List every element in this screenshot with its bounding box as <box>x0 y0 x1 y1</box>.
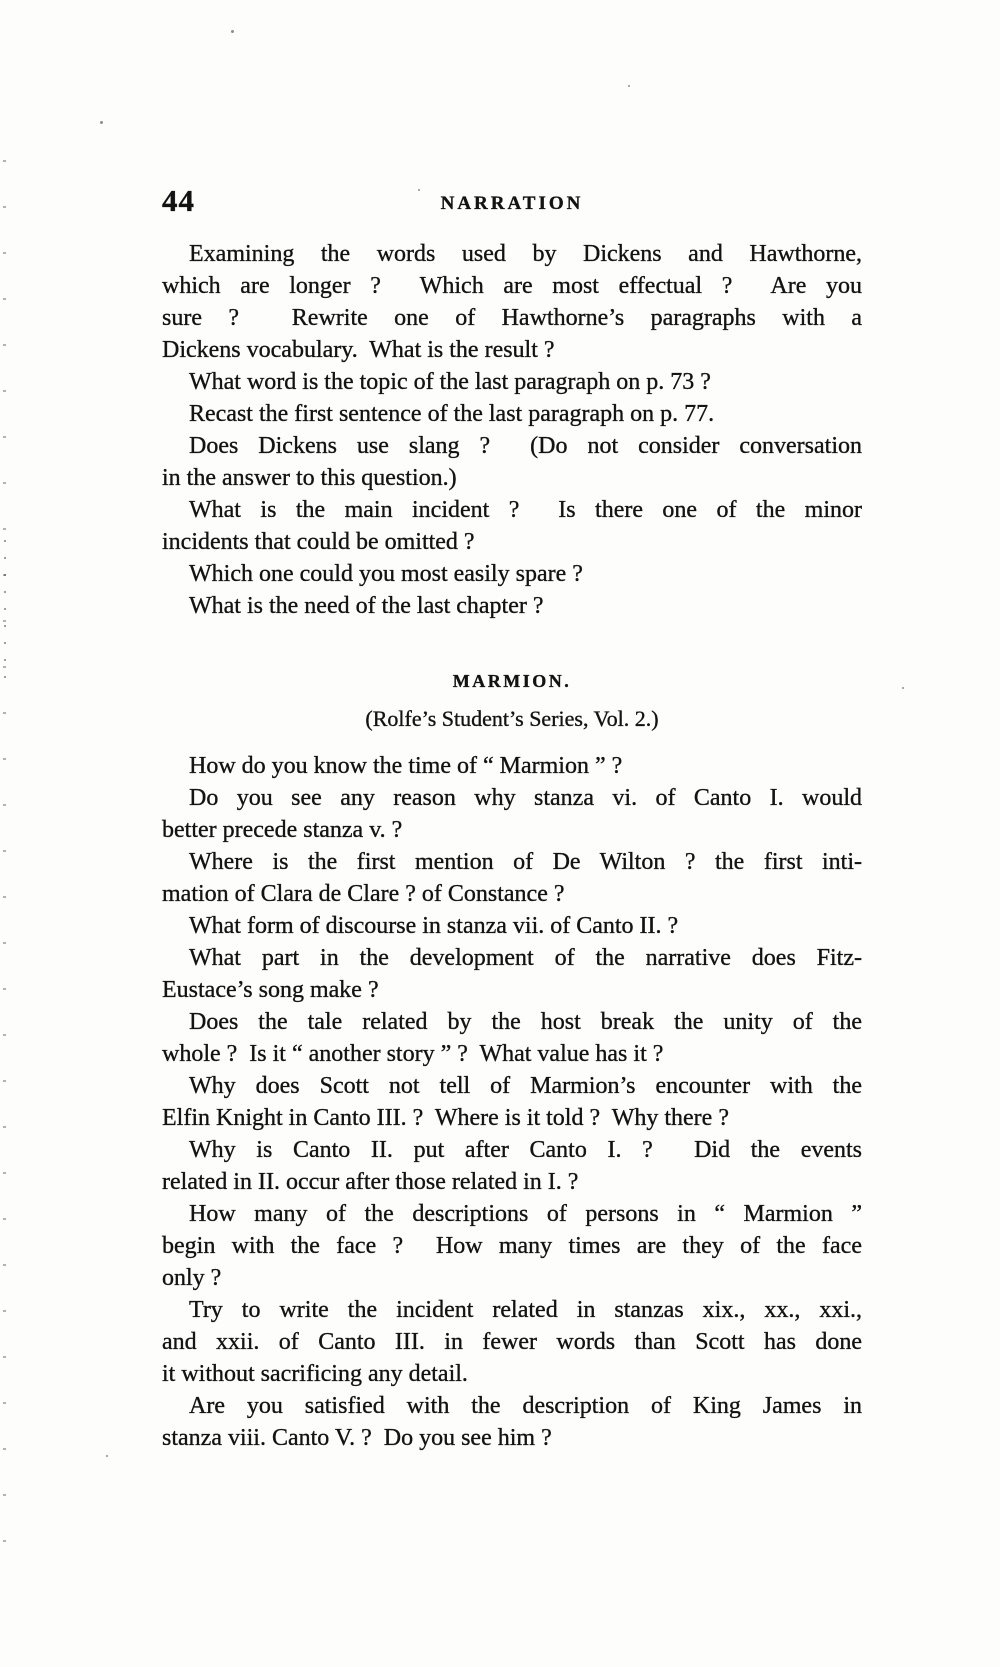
text-line: better precede stanza v. ? <box>162 817 403 843</box>
scan-edge-artifact <box>3 160 6 1560</box>
text-line: What word is the topic of the last paragraph on p. 73 ? <box>189 369 711 395</box>
paragraph <box>162 1070 862 1134</box>
scan-speck <box>418 189 420 191</box>
paragraph <box>162 558 862 590</box>
scan-speck <box>628 85 630 87</box>
paragraph <box>162 1294 862 1390</box>
section-title: MARMION. <box>452 671 572 691</box>
scan-edge-artifact-dense <box>4 540 6 690</box>
paragraph <box>162 782 862 846</box>
text-line: Which one could you most easily spare ? <box>189 561 583 587</box>
paragraph <box>162 398 862 430</box>
paragraph <box>162 846 862 910</box>
text-line: only ? <box>162 1265 222 1291</box>
scan-speck <box>100 121 103 124</box>
text-line: related in II. occur after those related in I. ? <box>162 1169 579 1195</box>
text-line: What is the need of the last chapter ? <box>189 593 544 619</box>
text-line: What is the main incident ? Is there one of the minor <box>189 497 862 523</box>
text-line: Where is the first mention of De Wilton ? the first inti- <box>189 849 862 875</box>
paragraph <box>162 1006 862 1070</box>
paragraph <box>162 494 862 558</box>
text-line: Examining the words used by Dickens and Hawthorne, <box>189 241 862 267</box>
text-line: How do you know the time of “ Marmion ” ? <box>189 753 623 779</box>
paragraph <box>162 750 862 782</box>
text-line: Eustace’s song make ? <box>162 977 379 1003</box>
section-subtitle: (Rolfe’s Student’s Series, Vol. 2.) <box>365 706 659 731</box>
scan-speck <box>231 30 234 33</box>
text-line: incidents that could be omitted ? <box>162 529 475 555</box>
paragraph <box>162 942 862 1006</box>
section-header <box>162 666 862 736</box>
text-line: Are you satisfied with the description of King James in <box>189 1393 862 1419</box>
running-header: NARRATION <box>440 193 584 214</box>
text-line: mation of Clara de Clare ? of Constance ? <box>162 881 565 907</box>
scan-speck <box>902 687 904 689</box>
paragraph <box>162 1198 862 1294</box>
text-line: Why is Canto II. put after Canto I. ? Did the events <box>189 1137 862 1163</box>
text-line: What part in the development of the narrative does Fitz- <box>189 945 862 971</box>
paragraph <box>162 366 862 398</box>
text-line: Dickens vocabulary. What is the result ? <box>162 337 555 363</box>
text-line: which are longer ? Which are most effectual ? Are you <box>162 273 862 299</box>
paragraph <box>162 1390 862 1454</box>
paragraph <box>162 1134 862 1198</box>
text-line: whole ? Is it “ another story ” ? What value has it ? <box>162 1041 664 1067</box>
text-line: begin with the face ? How many times are they of the face <box>162 1233 862 1259</box>
text-line: and xxii. of Canto III. in fewer words than Scott has done <box>162 1329 862 1355</box>
text-line: Do you see any reason why stanza vi. of Canto I. would <box>189 785 862 811</box>
page-number: 44 <box>162 183 195 218</box>
text-line: How many of the descriptions of persons in “ Marmion ” <box>189 1201 862 1227</box>
text-line: stanza viii. Canto V. ? Do you see him ? <box>162 1425 552 1451</box>
paragraph <box>162 590 862 622</box>
page-text-block <box>162 238 862 1454</box>
paragraph <box>162 910 862 942</box>
scan-speck <box>106 1455 108 1457</box>
text-line: it without sacrificing any detail. <box>162 1361 468 1387</box>
text-line: Try to write the incident related in stanzas xix., xx., xxi., <box>189 1297 862 1323</box>
text-line: Why does Scott not tell of Marmion’s encounter with the <box>189 1073 862 1099</box>
text-line: in the answer to this question.) <box>162 465 457 491</box>
text-line: Elfin Knight in Canto III. ? Where is it told ? Why there ? <box>162 1105 729 1131</box>
text-line: sure ? Rewrite one of Hawthorne’s paragraphs with a <box>162 305 862 331</box>
paragraph <box>162 238 862 366</box>
paragraph <box>162 430 862 494</box>
text-line: Does the tale related by the host break the unity of the <box>189 1009 862 1035</box>
text-line: Recast the first sentence of the last paragraph on p. 77. <box>189 401 715 427</box>
text-line: Does Dickens use slang ? (Do not consider conversation <box>189 433 862 459</box>
text-line: What form of discourse in stanza vii. of Canto II. ? <box>189 913 679 939</box>
